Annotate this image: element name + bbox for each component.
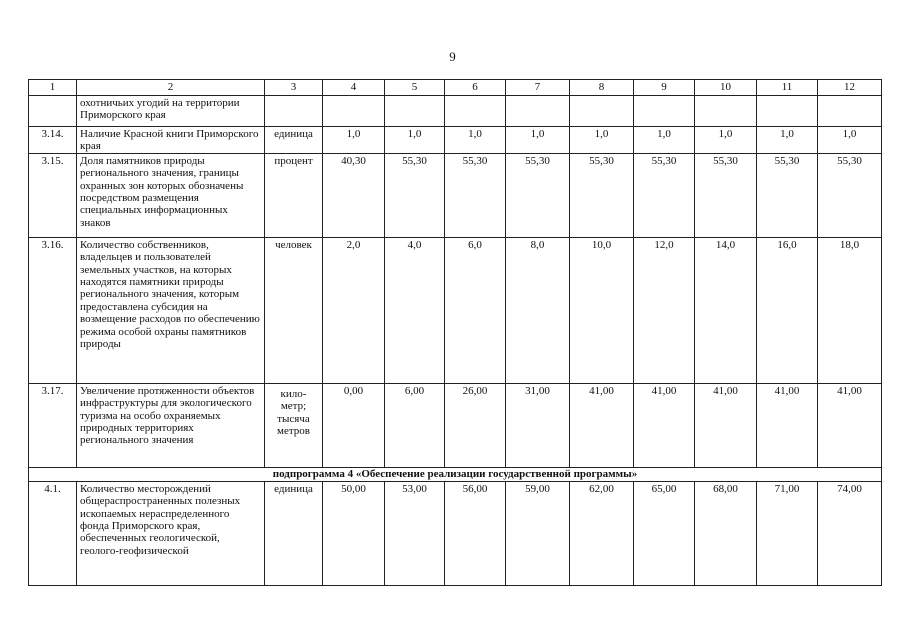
row-number: 4.1. — [29, 481, 77, 585]
unit-of-measure: процент — [265, 153, 323, 237]
indicator-value: 1,0 — [757, 127, 818, 154]
indicator-name: охотничьих угодий на территории Приморского края — [77, 96, 265, 127]
indicator-value: 1,0 — [506, 127, 570, 154]
indicator-value: 56,00 — [445, 481, 506, 585]
indicator-value: 68,00 — [695, 481, 757, 585]
indicator-value: 1,0 — [695, 127, 757, 154]
indicator-value: 55,30 — [445, 153, 506, 237]
indicator-value: 71,00 — [757, 481, 818, 585]
indicator-value — [634, 96, 695, 127]
indicator-value: 55,30 — [634, 153, 695, 237]
indicator-value: 41,00 — [757, 383, 818, 467]
indicator-value: 10,0 — [570, 237, 634, 383]
indicator-value: 50,00 — [323, 481, 385, 585]
column-header: 5 — [385, 80, 445, 96]
indicator-value: 74,00 — [818, 481, 882, 585]
indicator-value: 31,00 — [506, 383, 570, 467]
indicator-value: 0,00 — [323, 383, 385, 467]
indicator-value: 26,00 — [445, 383, 506, 467]
column-header: 7 — [506, 80, 570, 96]
column-header: 6 — [445, 80, 506, 96]
row-number: 3.14. — [29, 127, 77, 154]
indicator-value: 62,00 — [570, 481, 634, 585]
column-header: 11 — [757, 80, 818, 96]
indicator-value: 40,30 — [323, 153, 385, 237]
indicator-value — [323, 96, 385, 127]
column-header: 4 — [323, 80, 385, 96]
indicator-value: 2,0 — [323, 237, 385, 383]
table-row — [29, 237, 882, 383]
row-number — [29, 96, 77, 127]
column-header: 9 — [634, 80, 695, 96]
indicator-value — [818, 96, 882, 127]
column-header: 3 — [265, 80, 323, 96]
indicator-value: 1,0 — [818, 127, 882, 154]
indicator-value: 53,00 — [385, 481, 445, 585]
indicator-value — [506, 96, 570, 127]
indicator-value — [695, 96, 757, 127]
row-number: 3.16. — [29, 237, 77, 383]
indicator-value — [757, 96, 818, 127]
indicator-value — [445, 96, 506, 127]
column-header: 10 — [695, 80, 757, 96]
column-header: 2 — [77, 80, 265, 96]
indicator-value: 41,00 — [570, 383, 634, 467]
indicator-value: 6,00 — [385, 383, 445, 467]
table-row — [29, 481, 882, 585]
indicator-value: 41,00 — [634, 383, 695, 467]
indicator-value: 59,00 — [506, 481, 570, 585]
indicator-value: 12,0 — [634, 237, 695, 383]
indicator-value: 55,30 — [695, 153, 757, 237]
indicator-value: 16,0 — [757, 237, 818, 383]
indicator-value: 65,00 — [634, 481, 695, 585]
indicator-value: 1,0 — [570, 127, 634, 154]
indicator-value: 55,30 — [506, 153, 570, 237]
indicator-value: 55,30 — [818, 153, 882, 237]
column-header: 12 — [818, 80, 882, 96]
indicators-table — [28, 79, 882, 586]
subprogram-row — [29, 467, 882, 481]
table-body — [29, 80, 882, 586]
row-number: 3.15. — [29, 153, 77, 237]
subprogram-title: подпрограмма 4 «Обеспечение реализации государственной программы» — [29, 467, 882, 481]
indicator-value: 1,0 — [323, 127, 385, 154]
unit-of-measure: единица — [265, 127, 323, 154]
unit-of-measure: человек — [265, 237, 323, 383]
unit-of-measure: единица — [265, 481, 323, 585]
page-number: 9 — [449, 49, 456, 64]
table-row — [29, 153, 882, 237]
table-row — [29, 383, 882, 467]
table-row — [29, 96, 882, 127]
indicator-value: 1,0 — [445, 127, 506, 154]
indicator-name: Количество собственников, владельцев и пользователей земельных участков, на которых находятся памятники природы регионального значения, которым предоставлена субсидия на возмещение расходов по обеспечению режима особой охраны памятников природы — [77, 237, 265, 383]
column-header: 8 — [570, 80, 634, 96]
indicator-value: 8,0 — [506, 237, 570, 383]
indicator-name: Увеличение протяженности объектов инфраструктуры для экологического туризма на особо охраняемых природных территориях регионального значения — [77, 383, 265, 467]
indicator-value — [385, 96, 445, 127]
indicator-name: Доля памятников природы регионального значения, границы охранных зон которых обозначены посредством размещения специальных информационных знаков — [77, 153, 265, 237]
unit-of-measure — [265, 96, 323, 127]
indicator-value: 55,30 — [570, 153, 634, 237]
indicator-value: 6,0 — [445, 237, 506, 383]
indicator-value: 18,0 — [818, 237, 882, 383]
indicator-value: 4,0 — [385, 237, 445, 383]
indicator-name: Количество месторождений общераспространенных полезных ископаемых нераспределенного фонда Приморского края, обеспеченных геологической, геолого-геофизической — [77, 481, 265, 585]
table-row — [29, 127, 882, 154]
unit-of-measure: кило-метр; тысяча метров — [265, 383, 323, 467]
indicator-value: 14,0 — [695, 237, 757, 383]
indicator-value: 41,00 — [695, 383, 757, 467]
row-number: 3.17. — [29, 383, 77, 467]
indicator-value: 55,30 — [385, 153, 445, 237]
indicator-value — [570, 96, 634, 127]
indicator-name: Наличие Красной книги Приморского края — [77, 127, 265, 154]
column-header: 1 — [29, 80, 77, 96]
header-row — [29, 80, 882, 96]
indicator-value: 1,0 — [634, 127, 695, 154]
indicator-value: 1,0 — [385, 127, 445, 154]
indicator-value: 55,30 — [757, 153, 818, 237]
indicator-value: 41,00 — [818, 383, 882, 467]
